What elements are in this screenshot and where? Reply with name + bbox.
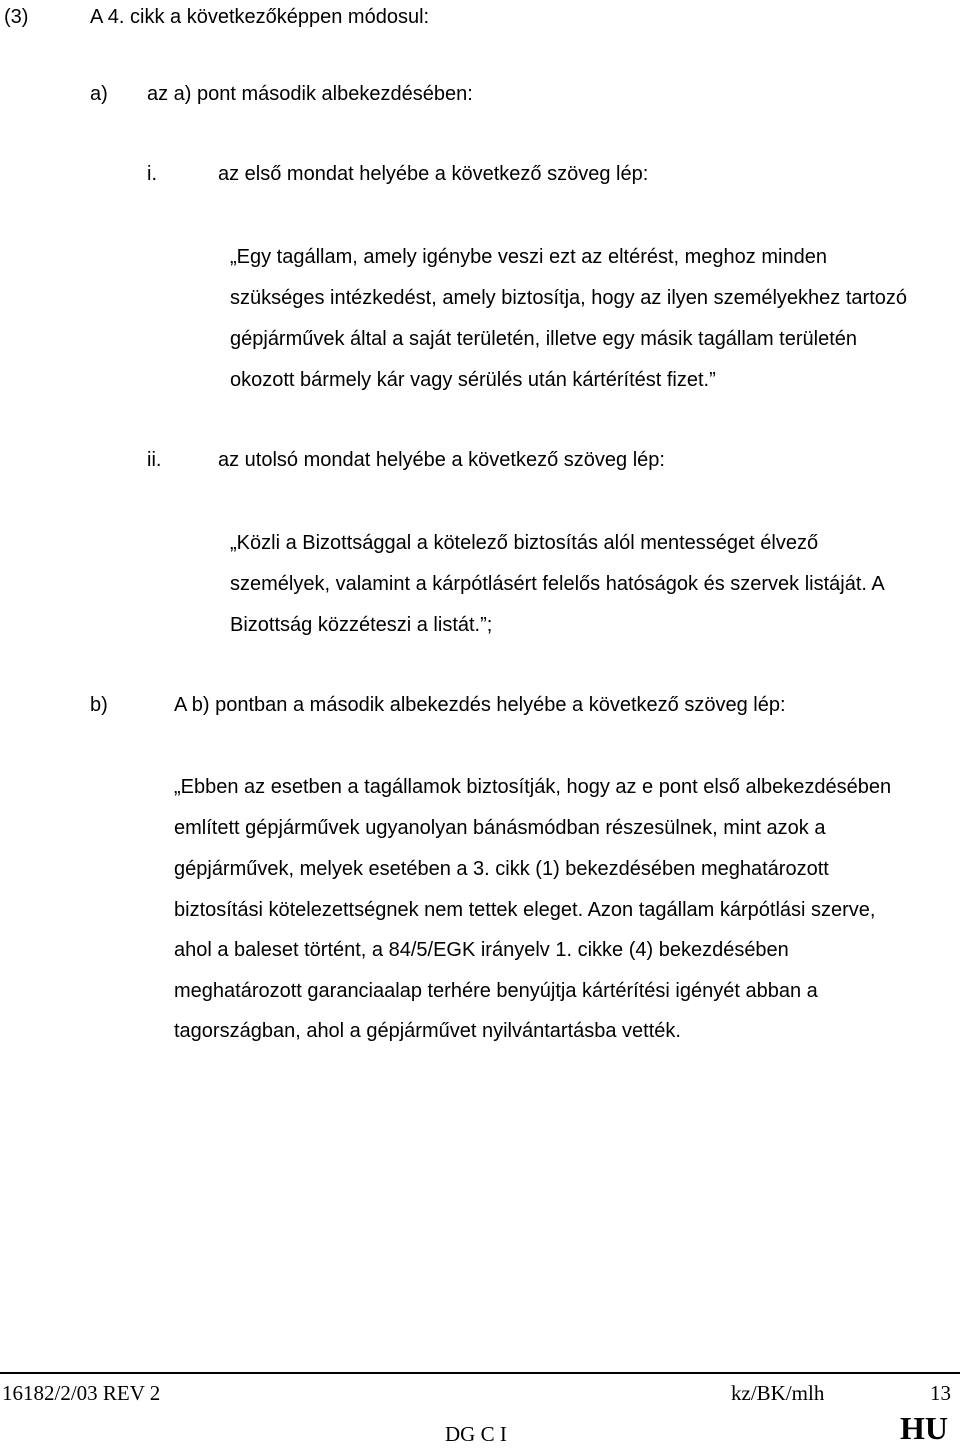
footer-page-number: 13 xyxy=(930,1381,951,1405)
quote-line: okozott bármely kár vagy sérülés után kártérítést fizet.” xyxy=(230,369,716,391)
quote-line: személyek, valamint a kárpótlásért felelős hatóságok és szervek listáját. A xyxy=(230,573,885,595)
quote-line: gépjárművek által a saját területén, illetve egy másik tagállam területén xyxy=(230,328,857,350)
quote-line: említett gépjárművek ugyanolyan bánásmódban részesülnek, mint azok a xyxy=(174,817,826,839)
section-number: (3) xyxy=(4,6,29,28)
footer-initials: kz/BK/mlh xyxy=(731,1381,825,1405)
quote-line: „Közli a Bizottsággal a kötelező biztosítás alól mentességet élvező xyxy=(230,532,819,554)
quote-line: „Egy tagállam, amely igénybe veszi ezt az eltérést, meghoz minden xyxy=(230,246,827,268)
quote-line: Bizottság közzéteszi a listát.”; xyxy=(230,614,493,636)
point-b-text: A b) pontban a második albekezdés helyébe a következő szöveg lép: xyxy=(174,694,786,716)
point-a-label: a) xyxy=(90,83,108,105)
quote-line: „Ebben az esetben a tagállamok biztosítják, hogy az e pont első albekezdésében xyxy=(174,776,892,798)
footer-dg: DG C I xyxy=(445,1422,507,1446)
quote-line: biztosítási kötelezettségnek nem tettek eleget. Azon tagállam kárpótlási szerve, xyxy=(174,899,876,921)
section-title: A 4. cikk a következőképpen módosul: xyxy=(90,6,430,28)
footer-doc-ref: 16182/2/03 REV 2 xyxy=(2,1381,161,1405)
point-a-text: az a) pont második albekezdésében: xyxy=(147,83,473,105)
quote-line: szükséges intézkedést, amely biztosítja, hogy az ilyen személyekhez tartozó xyxy=(230,287,907,309)
sub-i-label: i. xyxy=(147,163,157,185)
footer-divider xyxy=(0,1372,960,1374)
sub-ii-text: az utolsó mondat helyébe a következő szöveg lép: xyxy=(218,449,665,471)
sub-i-text: az első mondat helyébe a következő szöveg lép: xyxy=(218,163,649,185)
quote-line: tagországban, ahol a gépjárművet nyilvántartásba vették. xyxy=(174,1020,681,1042)
sub-ii-label: ii. xyxy=(147,449,162,471)
quote-line: gépjárművek, melyek esetében a 3. cikk (1) bekezdésében meghatározott xyxy=(174,858,829,880)
footer-language-code: HU xyxy=(900,1410,948,1446)
point-b-label: b) xyxy=(90,694,108,716)
quote-line: meghatározott garanciaalap terhére benyújtja kártérítési igényét abban a xyxy=(174,980,818,1002)
quote-line: ahol a baleset történt, a 84/5/EGK irányelv 1. cikke (4) bekezdésében xyxy=(174,939,789,961)
